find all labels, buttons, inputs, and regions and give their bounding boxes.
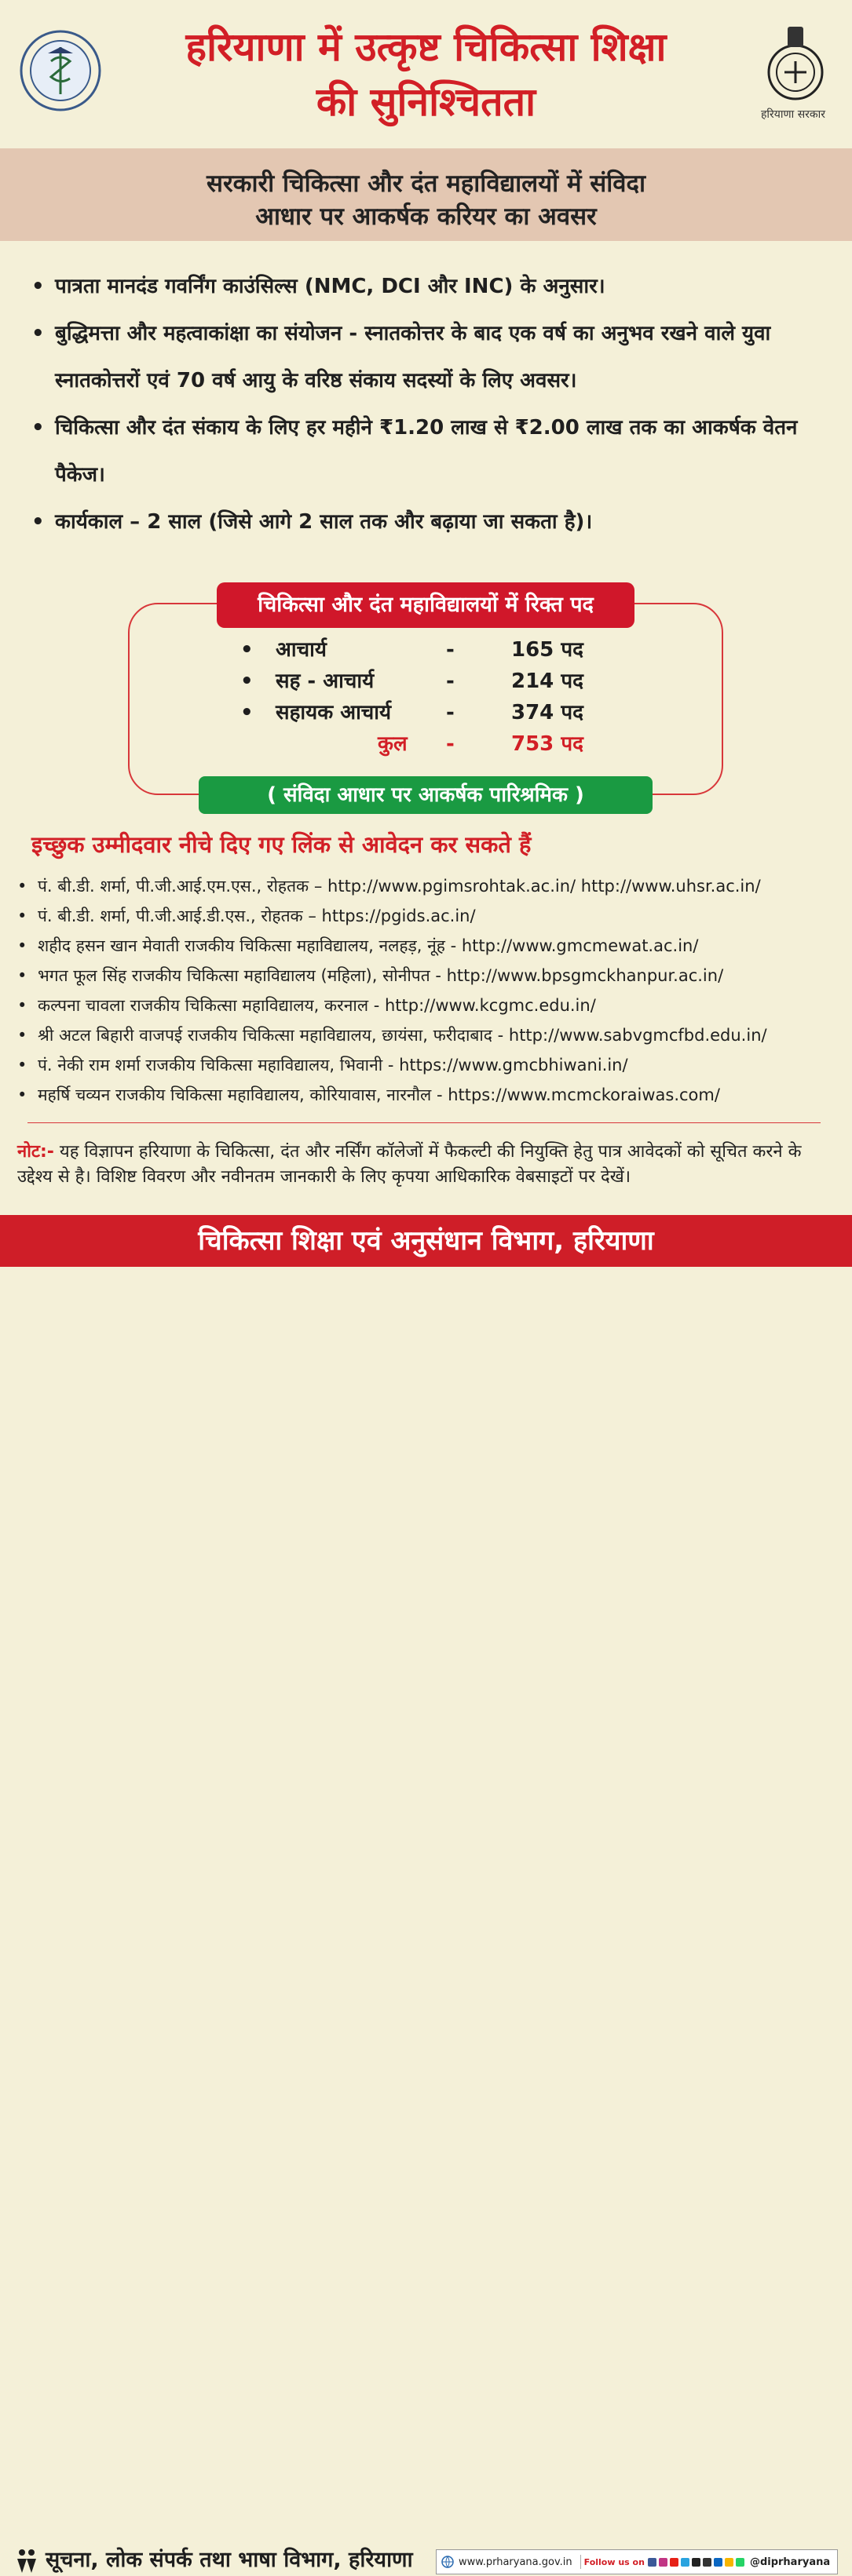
key-point: • पात्रता मानदंड गवर्निंग काउंसिल्स (NMC, DCI और INC) के अनुसार। (31, 263, 825, 310)
govt-label: हरियाणा सरकार (760, 108, 826, 121)
total-label: कुल (378, 732, 408, 756)
row-dash: - (446, 670, 455, 693)
follow-label: Follow us on (583, 2556, 645, 2567)
key-point: • चिकित्सा और दंत संकाय के लिए हर महीने ₹1.20 लाख से ₹2.00 लाख तक का आकर्षक वेतन पैकेज। (31, 404, 825, 498)
info-dept-name: सूचना, लोक संपर्क तथा भाषा विभाग, हरियाणा (46, 2548, 413, 2572)
subheading-line-2: आधार पर आकर्षक करियर का अवसर (255, 203, 597, 231)
post-name: आचार्य (276, 638, 327, 662)
note-label: नोट:- (17, 1142, 54, 1162)
vacancy-row (240, 697, 633, 728)
website-link[interactable]: www.prharyana.gov.in (459, 2556, 572, 2568)
globe-icon (441, 2556, 454, 2568)
row-dash: - (446, 638, 455, 662)
youtube-icon[interactable] (670, 2558, 678, 2567)
total-count: 753 पद (511, 732, 583, 756)
row-bullet: • (240, 701, 254, 724)
college-link[interactable]: • पं. नेकी राम शर्मा राजकीय चिकित्सा महाविद्यालय, भिवानी - https://www.gmcbhiwani.in/ (17, 1050, 842, 1080)
college-link[interactable]: • पं. बी.डी. शर्मा, पी.जी.आई.डी.एस., रोहतक – https://pgids.ac.in/ (17, 901, 842, 931)
title-line-1: हरियाणा में उत्कृष्ट चिकित्सा शिक्षा (185, 24, 667, 70)
whatsapp-icon[interactable] (736, 2558, 744, 2567)
college-link[interactable]: • भगत फूल सिंह राजकीय चिकित्सा महाविद्यालय (महिला), सोनीपत - http://www.bpsgmckhanpur.ac.in/ (17, 961, 842, 991)
note-text: यह विज्ञापन हरियाणा के चिकित्सा, दंत और नर्सिंग कॉलेजों में फैकल्टी की नियुक्ति हेतु पात्र आवेदकों को सूचित करने के उद्देश्य से है। विशिष्ट विवरण और नवीनतम जानकारी के लिए कृपया आधिकारिक वेबसाइटों पर देखें। (17, 1142, 802, 1187)
divider (27, 1122, 821, 1123)
x-icon[interactable] (703, 2558, 711, 2567)
note (17, 1140, 834, 1190)
dmer-seal-logo (20, 30, 101, 111)
key-point: • बुद्धिमत्ता और महत्वाकांक्षा का संयोजन - स्नातकोत्तर के बाद एक वर्ष का अनुभव रखने वाले युवा स्नातकोत्तरों एवं 70 वर्ष आयु के वरिष्ठ संकाय सदस्यों के लिए अवसर। (31, 310, 825, 404)
department-banner: चिकित्सा शिक्षा एवं अनुसंधान विभाग, हरियाणा (0, 1215, 852, 1267)
koo-icon[interactable] (725, 2558, 733, 2567)
vacancy-row (240, 634, 633, 666)
instagram-icon[interactable] (659, 2558, 667, 2567)
key-points-list (31, 263, 825, 545)
header (0, 0, 852, 148)
row-bullet: • (240, 638, 254, 662)
college-link[interactable]: • शहीद हसन खान मेवाती राजकीय चिकित्सा महाविद्यालय, नलहड़, नूंह - http://www.gmcmewat.ac.in/ (17, 931, 842, 961)
post-count: 374 पद (511, 701, 583, 724)
vacancy-title: चिकित्सा और दंत महाविद्यालयों में रिक्त पद (217, 582, 634, 628)
college-link[interactable]: • कल्पना चावला राजकीय चिकित्सा महाविद्यालय, करनाल - http://www.kcgmc.edu.in/ (17, 991, 842, 1020)
remuneration-pill: ( संविदा आधार पर आकर्षक पारिश्रमिक ) (199, 776, 653, 814)
subheading-band (0, 148, 852, 241)
college-link[interactable]: • श्री अटल बिहारी वाजपई राजकीय चिकित्सा महाविद्यालय, छायंसा, फरीदाबाद - http://www.sabvgmcfbd.edu.in/ (17, 1020, 842, 1050)
telegram-icon[interactable] (681, 2558, 689, 2567)
linkedin-icon[interactable] (714, 2558, 722, 2567)
facebook-icon[interactable] (648, 2558, 656, 2567)
post-count: 165 पद (511, 638, 583, 662)
social-bar (436, 2549, 838, 2574)
vacancy-total-row (240, 728, 633, 760)
row-dash: - (446, 701, 455, 724)
social-handle[interactable]: @diprharyana (749, 2556, 831, 2568)
key-point: • कार्यकाल – 2 साल (जिसे आगे 2 साल तक और बढ़ाया जा सकता है)। (31, 498, 825, 545)
haryana-emblem-logo (766, 24, 825, 102)
title-line-2: की सुनिश्चितता (316, 79, 536, 125)
threads-icon[interactable] (692, 2558, 700, 2567)
post-name: सहायक आचार्य (276, 701, 392, 724)
row-dash: - (446, 732, 455, 756)
college-link[interactable]: • महर्षि चव्यन राजकीय चिकित्सा महाविद्यालय, कोरियावास, नारनौल - https://www.mcmckoraiwas.com/ (17, 1080, 842, 1110)
college-links-list (17, 871, 842, 1110)
post-name: सह - आचार्य (276, 670, 375, 693)
people-icon (14, 2548, 41, 2574)
separator (580, 2555, 581, 2569)
subheading-line-1: सरकारी चिकित्सा और दंत महाविद्यालयों में संविदा (207, 170, 645, 198)
vacancy-row (240, 666, 633, 697)
bottom-strip (0, 1267, 852, 2572)
college-link[interactable]: • पं. बी.डी. शर्मा, पी.जी.आई.एम.एस., रोहतक – http://www.pgimsrohtak.ac.in/ http://www.uhsr.ac.in/ (17, 871, 842, 901)
post-count: 214 पद (511, 670, 583, 693)
apply-heading: इच्छुक उम्मीदवार नीचे दिए गए लिंक से आवेदन कर सकते हैं (31, 831, 532, 858)
row-bullet: • (240, 670, 254, 693)
